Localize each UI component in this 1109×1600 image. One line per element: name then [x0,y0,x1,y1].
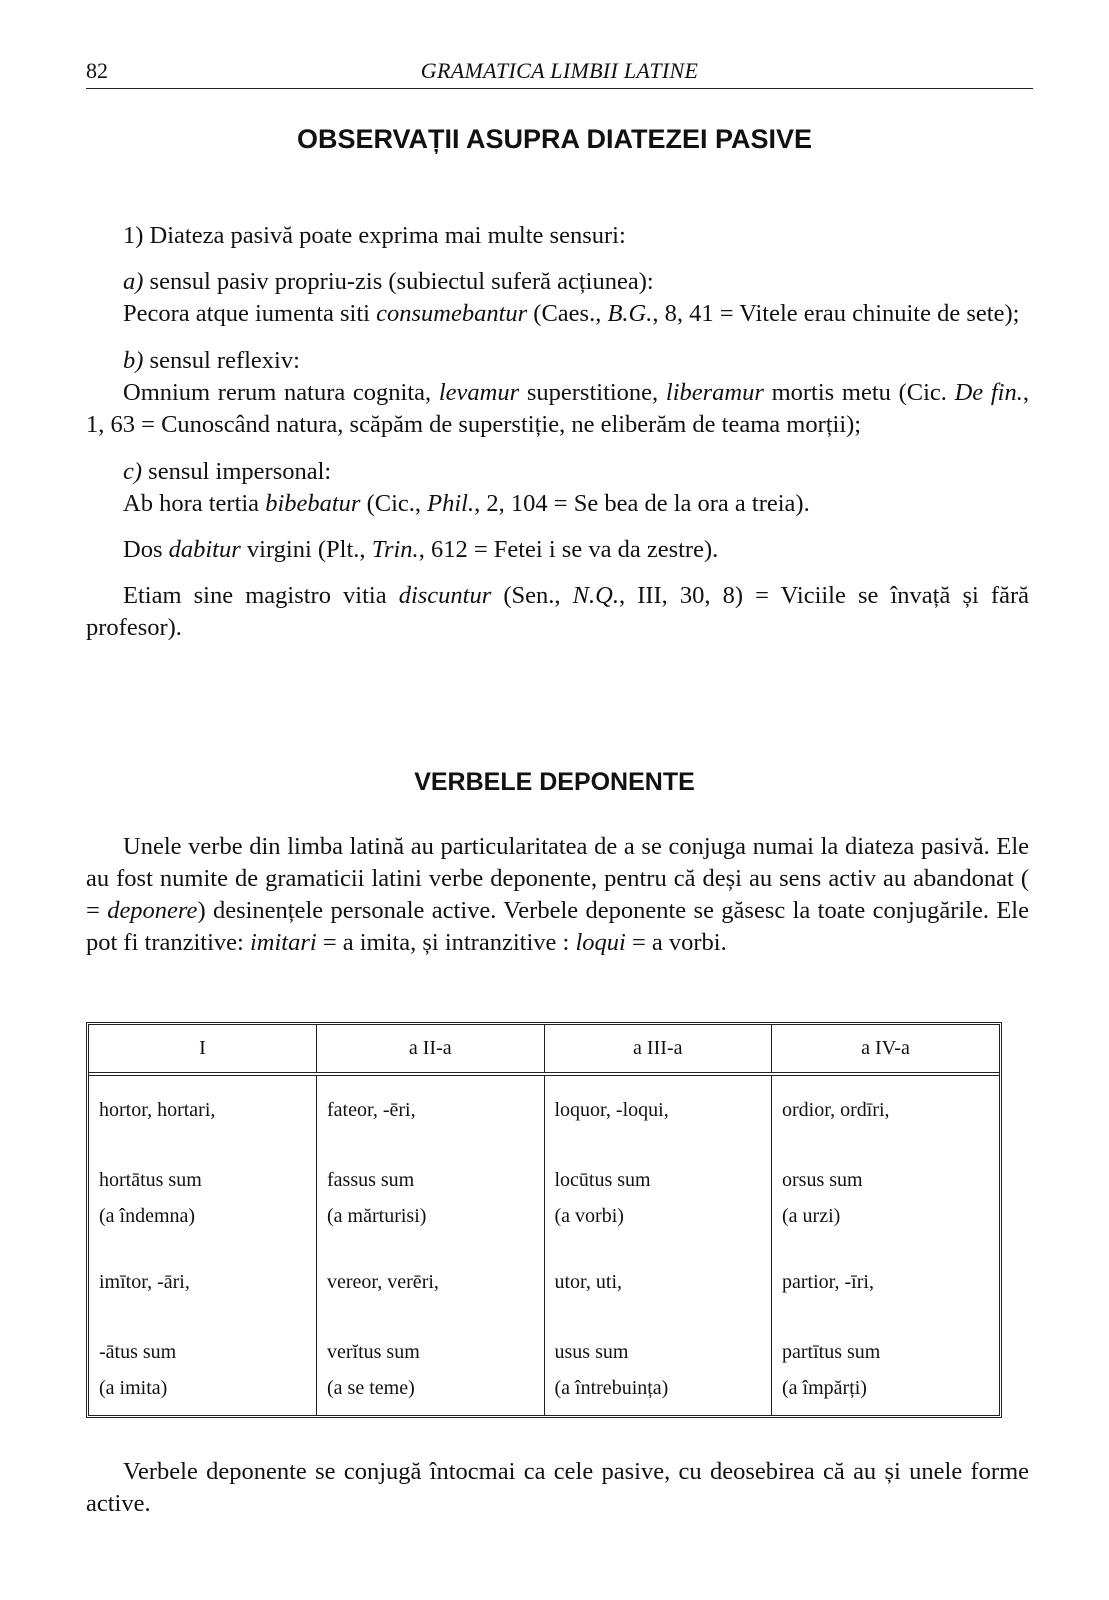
verb-perfect-and-meaning [327,1162,544,1234]
verb-meaning: (a se teme) [327,1377,415,1399]
example-text: (Caes., [527,300,608,327]
verb-meaning: (a îndemna) [99,1205,196,1227]
sense-c-heading [86,456,1029,488]
deponent-intro-section [86,831,1029,959]
verb-forms: fateor, -ēri, [327,1099,416,1121]
example-text: mortis metu (Cic. [763,379,955,406]
conjugation-column-2 [317,1074,545,1415]
section-title-passive-observations: OBSERVAȚII ASUPRA DIATEZEI PASIVE [296,124,813,154]
verb-perfect-and-meaning [782,1162,999,1234]
verb-perfect: verĭtus sum [327,1341,420,1363]
conjugation-column-1 [89,1074,317,1415]
paragraph-text: = a vorbi. [625,929,727,956]
deponent-closing-section [86,1456,1029,1520]
deponent-verbs-table [89,1025,999,1415]
conjugation-column-3 [544,1074,772,1415]
deponent-closing-paragraph: Verbele deponente se conjugă întocmai ca cele pasive, cu deosebirea că au și unele forme active. [86,1458,1029,1517]
example-text: , III, 30, 8) = Viciile se învață și fără profesor). [86,582,1029,641]
example-verb: discuntur [398,582,492,609]
verb-perfect: -ātus sum [99,1341,177,1363]
verb-perfect-and-meaning [99,1334,316,1406]
verb-perfect: partītus sum [782,1341,881,1363]
example-verb: bibebatur [265,490,361,517]
verb-meaning: (a vorbi) [554,1205,624,1227]
table-header-cell: I [89,1025,317,1074]
example-source: B.G. [607,300,653,327]
verb-perfect: orsus sum [782,1169,863,1191]
table-header-cell: a III-a [544,1025,772,1074]
example-verb: consumebantur [376,300,528,327]
verb-perfect: hortātus sum [99,1169,202,1191]
example-text: Pecora atque iumenta siti [123,300,377,327]
example-text: Ab hora tertia [123,490,266,517]
conjugation-column-4 [772,1074,1000,1415]
verb-perfect: fassus sum [327,1169,415,1191]
section-title-deponent-verbs: VERBELE DEPONENTE [414,768,695,796]
verb-forms: hortor, hortari, [99,1099,216,1121]
latin-term: imitari [249,929,317,956]
table-header-cell: a II-a [317,1025,545,1074]
latin-term: deponere [107,897,198,924]
example-text: superstitione, [519,379,666,406]
page-header [86,58,1033,89]
example-verb: liberamur [665,379,764,406]
table-header-row [89,1025,999,1074]
sense-a-example [86,298,1029,330]
example-source: Phil. [427,490,475,517]
example-source: De fin. [954,379,1023,406]
sense-a-heading [86,266,1029,298]
verb-forms: vereor, verēri, [327,1271,439,1293]
latin-term: loqui [575,929,626,956]
sense-b-text: sensul reflexiv: [143,347,300,374]
impersonal-example-3 [86,580,1029,644]
verb-forms: loquor, -loqui, [554,1099,669,1121]
verb-perfect: locūtus sum [554,1169,651,1191]
sense-a-label: a) [123,268,144,295]
verb-perfect-and-meaning [555,1162,772,1234]
verb-perfect-and-meaning [555,1334,772,1406]
verb-perfect-and-meaning [782,1334,999,1406]
sense-c-example [86,488,1029,520]
impersonal-example-2 [86,534,1029,566]
example-text: , 612 = Fetei i se va da zestre). [418,536,719,563]
verb-meaning: (a urzi) [782,1205,841,1227]
verb-meaning: (a împărți) [782,1377,867,1399]
verb-forms: ordior, ordīri, [782,1099,890,1121]
example-verb: dabitur [168,536,241,563]
deponent-verbs-table-frame [86,1022,1002,1418]
example-source: Trin. [371,536,419,563]
sense-b-example [86,377,1029,441]
verb-perfect-and-meaning [327,1334,544,1406]
passive-observations-section [86,220,1029,644]
example-text: Dos [123,536,169,563]
sense-c-text: sensul impersonal: [142,458,332,485]
paragraph-text: = a imita, și intranzitive : [316,929,576,956]
example-verb: levamur [438,379,520,406]
example-text: virgini (Plt., [240,536,372,563]
example-text: , 8, 41 = Vitele erau chinuite de sete); [652,300,1020,327]
example-text: Etiam sine magistro vitia [123,582,399,609]
example-text: , 1, 63 = Cunoscând natura, scăpăm de superstiție, ne eliberăm de teama morții); [86,379,1029,438]
verb-perfect-and-meaning [99,1162,316,1234]
running-title: GRAMATICA LIMBII LATINE [420,58,699,83]
sense-b-label: b) [123,347,144,374]
example-text: , 2, 104 = Se bea de la ora a treia). [474,490,810,517]
verb-forms: imītor, -āri, [99,1271,190,1293]
deponent-intro-paragraph [86,831,1029,959]
example-text: (Sen., [491,582,573,609]
example-text: Omnium rerum natura cognita, [123,379,439,406]
verb-meaning: (a întrebuința) [554,1377,669,1399]
verb-forms: partior, -īri, [782,1271,874,1293]
example-source: N.Q. [572,582,619,609]
verb-perfect: usus sum [554,1341,629,1363]
table-row [89,1074,999,1415]
sense-b-heading [86,345,1029,377]
paragraph-text: ) desinențele personale active. Verbele deponente se găsesc la toate conjugările. Ele pot fi tranzitive: [86,897,1029,956]
page-number: 82 [86,58,108,83]
observation-intro: 1) Diateza pasivă poate exprima mai multe sensuri: [123,222,626,249]
table-header-cell: a IV-a [772,1025,1000,1074]
verb-meaning: (a imita) [99,1377,168,1399]
verb-meaning: (a mărturisi) [327,1205,427,1227]
sense-a-text: sensul pasiv propriu-zis (subiectul suferă acțiunea): [143,268,654,295]
example-text: (Cic., [360,490,428,517]
sense-c-label: c) [123,458,143,485]
paragraph-text: Unele verbe din limba latină au particularitatea de a se conjuga numai la diateza pasivă. Ele au fost numite de gramaticii latini verbe deponente, pentru că deși au sens activ au abandonat ( = [86,833,1029,924]
verb-forms: utor, uti, [554,1271,623,1293]
